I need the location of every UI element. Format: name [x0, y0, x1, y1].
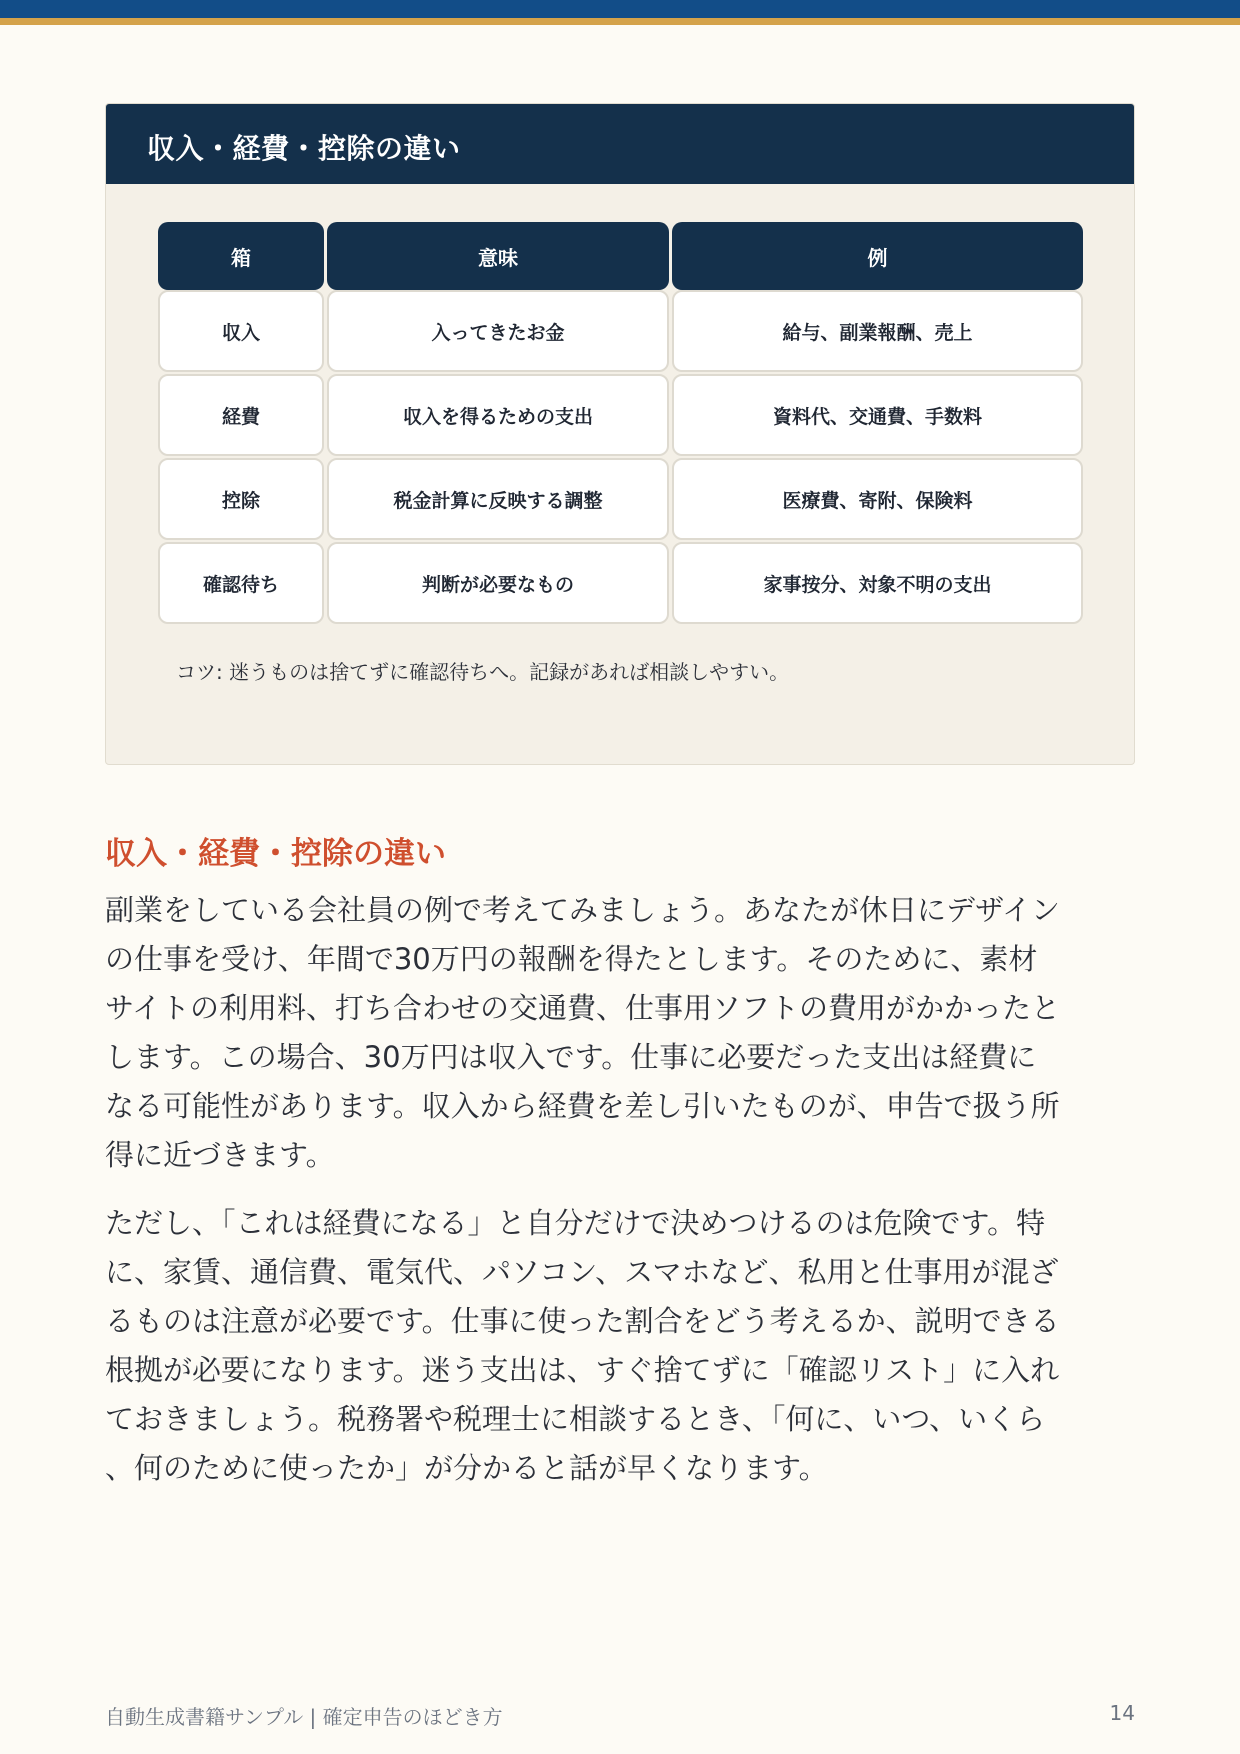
- card-title: 収入・経費・控除の違い: [147, 132, 461, 165]
- table-cell-example: 家事按分、対象不明の支出: [672, 542, 1083, 624]
- table-cell-meaning: 入ってきたお金: [327, 290, 669, 372]
- paragraph-line: の仕事を受け、年間で30万円の報酬を得たとします。そのために、素材: [105, 942, 1038, 976]
- body-paragraph-2: [105, 1199, 1135, 1493]
- table-cell-meaning: 収入を得るための支出: [327, 374, 669, 456]
- paragraph-line: 、何のために使ったか」が分かると話が早くなります。: [105, 1451, 828, 1485]
- paragraph-line: に、家賃、通信費、電気代、パソコン、スマホなど、私用と仕事用が混ざ: [105, 1255, 1059, 1289]
- page-number: 14: [1109, 1701, 1135, 1725]
- paragraph-line: サイトの利用料、打ち合わせの交通費、仕事用ソフトの費用がかかったと: [105, 991, 1060, 1025]
- table-cell-meaning: 税金計算に反映する調整: [327, 458, 669, 540]
- paragraph-line: 得に近づきます。: [105, 1138, 335, 1172]
- header-cell-box: 箱: [158, 222, 324, 290]
- paragraph-line: 根拠が必要になります。迷う支出は、すぐ捨てずに「確認リスト」に入れ: [105, 1353, 1060, 1387]
- table-cell-example: 医療費、寄附、保険料: [672, 458, 1083, 540]
- top-color-band: [0, 0, 1240, 18]
- table-cell-meaning: 判断が必要なもの: [327, 542, 669, 624]
- paragraph-line: るものは注意が必要です。仕事に使った割合をどう考えるか、説明できる: [105, 1304, 1060, 1338]
- paragraph-line: なる可能性があります。収入から経費を差し引いたものが、申告で扱う所: [105, 1089, 1060, 1123]
- section-heading: 収入・経費・控除の違い: [105, 836, 446, 872]
- table-cell-box: 収入: [158, 290, 324, 372]
- body-paragraph-1: [105, 886, 1135, 1180]
- card-header: [106, 104, 1134, 184]
- paragraph-line: 副業をしている会社員の例で考えてみましょう。あなたが休日にデザイン: [105, 893, 1060, 927]
- paragraph-line: ておきましょう。税務署や税理士に相談するとき、「何に、いつ、いくら: [105, 1402, 1046, 1436]
- tip-text: コツ: 迷うものは捨てずに確認待ちへ。記録があれば相談しやすい。: [176, 660, 790, 684]
- table-cell-box: 経費: [158, 374, 324, 456]
- paragraph-line: ただし、「これは経費になる」と自分だけで決めつけるのは危険です。特: [105, 1206, 1046, 1240]
- table-cell-example: 資料代、交通費、手数料: [672, 374, 1083, 456]
- top-accent-stripe: [0, 18, 1240, 25]
- header-cell-example: 例: [672, 222, 1083, 290]
- header-cell-meaning: 意味: [327, 222, 669, 290]
- footer-book-title: 自動生成書籍サンプル | 確定申告のほどき方: [105, 1705, 503, 1729]
- table-cell-box: 確認待ち: [158, 542, 324, 624]
- paragraph-line: します。この場合、30万円は収入です。仕事に必要だった支出は経費に: [105, 1040, 1037, 1074]
- table-cell-box: 控除: [158, 458, 324, 540]
- table-cell-example: 給与、副業報酬、売上: [672, 290, 1083, 372]
- summary-card: [105, 103, 1135, 765]
